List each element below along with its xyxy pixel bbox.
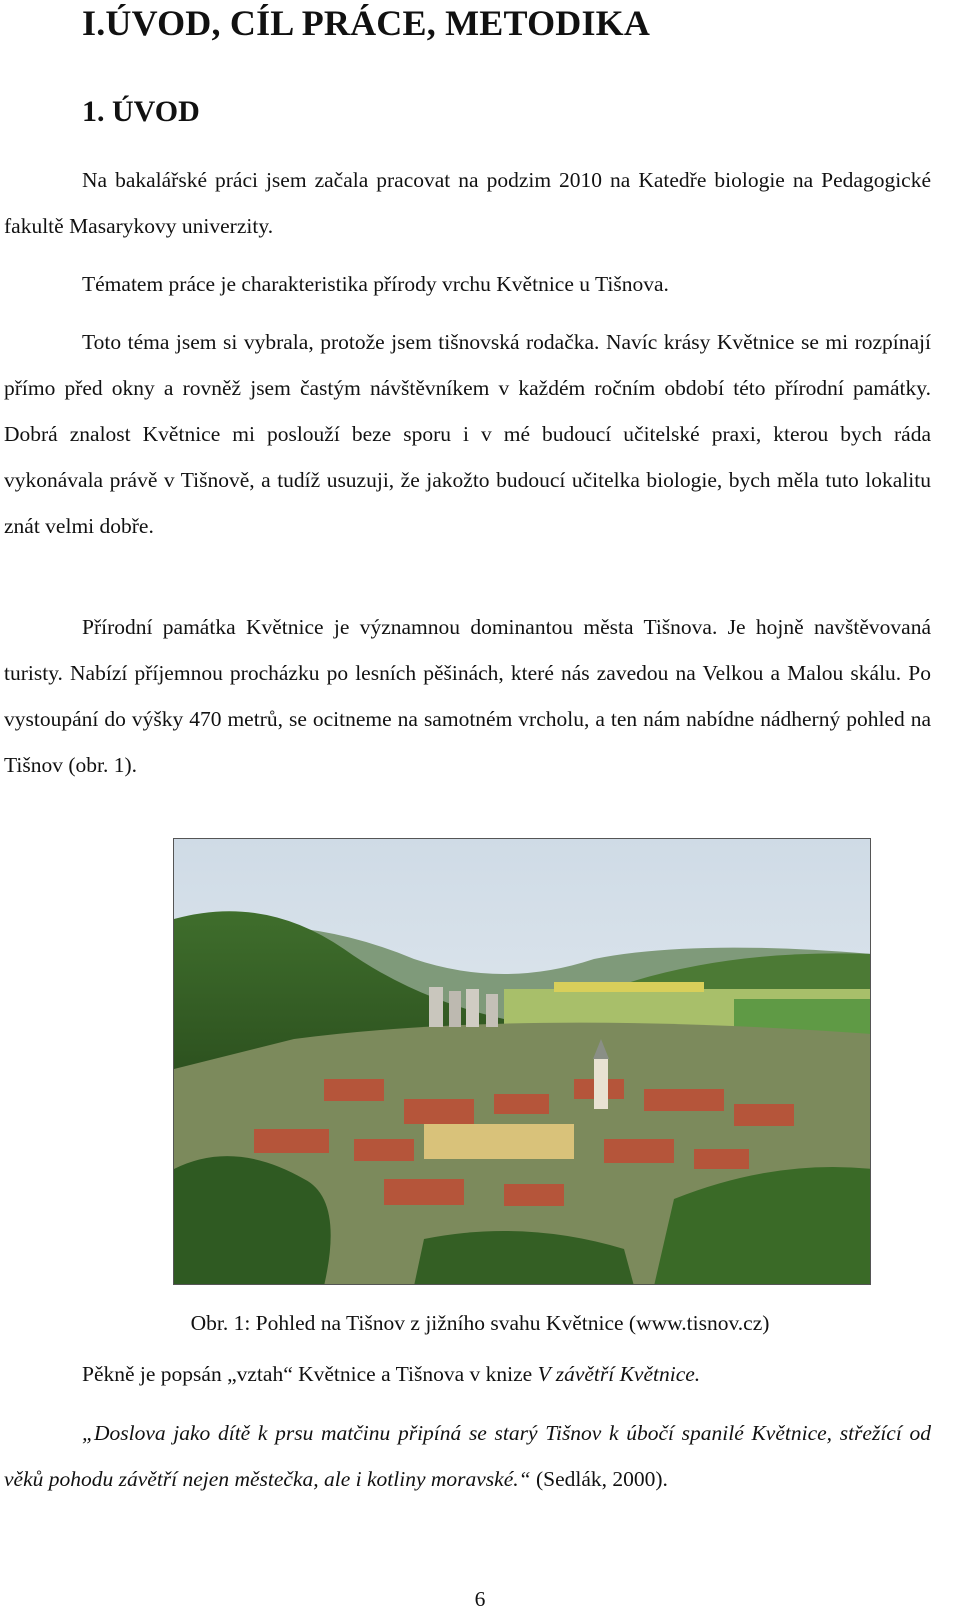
page-number: 6 [474,1587,486,1611]
book-title: V závětří Květnice. [537,1362,701,1386]
town-landscape-photo [173,838,871,1285]
paragraph-reason: Toto téma jsem si vybrala, protože jsem tišnovská rodačka. Navíc krásy Květnice se mi rozpínají přímo před okny a rovněž jsem častým návštěvníkem v každém ročním období této přírodní památky. Dobrá znalost Květnice mi poslouží beze sporu i v mé budoucí učitelské praxi, kterou bych ráda vykonávala právě v Tišnově, a tudíž usuzuji, že jakožto budoucí učitelka biologie, bych měla tuto lokalitu znát velmi dobře. [4,330,931,538]
figure-caption: Obr. 1: Pohled na Tišnov z jižního svahu Květnice (www.tisnov.cz) [190,1311,770,1335]
paragraph-quote [4,1410,931,1502]
paragraph-book-reference [4,1351,931,1397]
book-sentence-text: Pěkně je popsán „vztah“ Květnice a Tišnova v knize [82,1362,538,1386]
paragraph-landmark: Přírodní památka Květnice je významnou dominantou města Tišnova. Je hojně navštěvovaná turisty. Nabízí příjemnou procházku po lesních pěšinách, které nás zavedou na Velkou a Malou skálu. Po vystoupání do výšky 470 metrů, se ocitneme na samotném vrcholu, a ten nám nabídne nádherný pohled na Tišnov (obr. 1). [4,615,931,777]
quote-text: „Doslova jako dítě k prsu matčinu připíná se starý Tišnov k úbočí spanilé Květnice, střežící od věků pohodu závětří nejen městečka, ale i kotliny moravské.“ [4,1421,931,1491]
paragraph-intro: Na bakalářské práci jsem začala pracovat na podzim 2010 na Katedře biologie na Pedagogické fakultě Masarykovy univerzity. [4,168,931,238]
chapter-title: I.ÚVOD, CÍL PRÁCE, METODIKA [82,3,651,43]
section-title: 1. ÚVOD [82,95,200,128]
quote-citation: (Sedlák, 2000). [535,1467,668,1491]
paragraph-topic: Tématem práce je charakteristika přírody vrchu Květnice u Tišnova. [82,272,669,296]
